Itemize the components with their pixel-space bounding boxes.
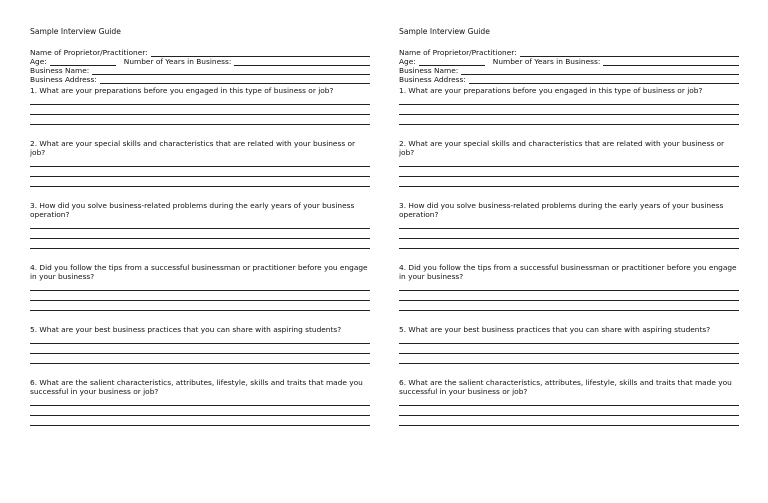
answer-line[interactable] [30,229,370,239]
interview-guide-left [30,27,370,426]
age-label: Age: [399,57,416,66]
question-text: 4. Did you follow the tips from a successful businessman or practitioner before you engage in your business? [399,263,737,281]
answer-line[interactable] [399,301,739,311]
answer-line[interactable] [399,396,739,406]
question-text: 3. How did you solve business-related problems during the early years of your business operation? [30,201,355,219]
answer-line[interactable] [30,157,370,167]
answer-line[interactable] [30,105,370,115]
question-text: 2. What are your special skills and characteristics that are related with your business or job? [30,139,356,157]
answer-line[interactable] [399,115,739,125]
answer-line[interactable] [399,167,739,177]
years-input-line[interactable] [234,58,370,66]
answer-line[interactable] [399,334,739,344]
answer-line[interactable] [399,177,739,187]
answer-line[interactable] [30,344,370,354]
answer-line[interactable] [30,177,370,187]
answer-line[interactable] [399,406,739,416]
question-text: 3. How did you solve business-related problems during the early years of your business operation? [399,201,724,219]
business-address-label: Business Address: [30,75,97,84]
answer-line[interactable] [30,115,370,125]
answer-line[interactable] [399,281,739,291]
question-text: 4. Did you follow the tips from a successful businessman or practitioner before you engage in your business? [30,263,368,281]
question-4 [30,263,370,311]
answer-line[interactable] [399,344,739,354]
answer-line[interactable] [30,354,370,364]
answer-line[interactable] [30,95,370,105]
answer-line[interactable] [399,95,739,105]
question-6 [30,378,370,426]
business-name-label: Business Name: [399,66,459,75]
answer-line[interactable] [30,291,370,301]
question-text: 5. What are your best business practices that you can share with aspiring students? [30,325,342,334]
business-address-input-line[interactable] [100,76,370,84]
question-1 [399,86,739,125]
question-3 [399,201,739,249]
answer-line[interactable] [30,334,370,344]
answer-line[interactable] [399,229,739,239]
question-text: 5. What are your best business practices that you can share with aspiring students? [399,325,711,334]
question-3 [30,201,370,249]
question-text: 1. What are your preparations before you engaged in this type of business or job? [399,86,703,95]
question-5 [399,325,739,364]
years-label: Number of Years in Business: [492,57,601,66]
name-field [30,48,370,57]
name-input-line[interactable] [151,49,370,57]
years-label: Number of Years in Business: [123,57,232,66]
business-address-field [30,75,370,84]
answer-line[interactable] [30,406,370,416]
answer-line[interactable] [30,219,370,229]
name-field [399,48,739,57]
age-years-field [399,57,739,66]
business-name-label: Business Name: [30,66,90,75]
question-5 [30,325,370,364]
age-input-line[interactable] [50,58,116,66]
name-input-line[interactable] [520,49,739,57]
answer-line[interactable] [30,281,370,291]
question-text: 1. What are your preparations before you engaged in this type of business or job? [30,86,334,95]
question-2 [30,139,370,187]
answer-line[interactable] [399,219,739,229]
answer-line[interactable] [30,416,370,426]
question-text: 6. What are the salient characteristics, attributes, lifestyle, skills and traits that made you successful in your business or job? [30,378,363,396]
business-name-input-line[interactable] [461,67,739,75]
question-1 [30,86,370,125]
answer-line[interactable] [30,167,370,177]
answer-line[interactable] [399,416,739,426]
name-label: Name of Proprietor/Practitioner: [30,48,148,57]
business-address-field [399,75,739,84]
answer-line[interactable] [30,396,370,406]
question-2 [399,139,739,187]
age-label: Age: [30,57,47,66]
age-input-line[interactable] [419,58,485,66]
question-text: 6. What are the salient characteristics, attributes, lifestyle, skills and traits that made you successful in your business or job? [399,378,732,396]
guide-title: Sample Interview Guide [399,27,490,36]
question-4 [399,263,739,311]
guide-title: Sample Interview Guide [30,27,121,36]
question-6 [399,378,739,426]
business-name-field [30,66,370,75]
answer-line[interactable] [399,354,739,364]
question-text: 2. What are your special skills and characteristics that are related with your business or job? [399,139,725,157]
answer-line[interactable] [399,291,739,301]
years-input-line[interactable] [603,58,739,66]
interview-guide-right [399,27,739,426]
answer-line[interactable] [399,157,739,167]
business-address-label: Business Address: [399,75,466,84]
answer-line[interactable] [30,301,370,311]
answer-line[interactable] [399,105,739,115]
business-address-input-line[interactable] [469,76,739,84]
answer-line[interactable] [399,239,739,249]
answer-line[interactable] [30,239,370,249]
age-years-field [30,57,370,66]
business-name-field [399,66,739,75]
name-label: Name of Proprietor/Practitioner: [399,48,517,57]
business-name-input-line[interactable] [92,67,370,75]
